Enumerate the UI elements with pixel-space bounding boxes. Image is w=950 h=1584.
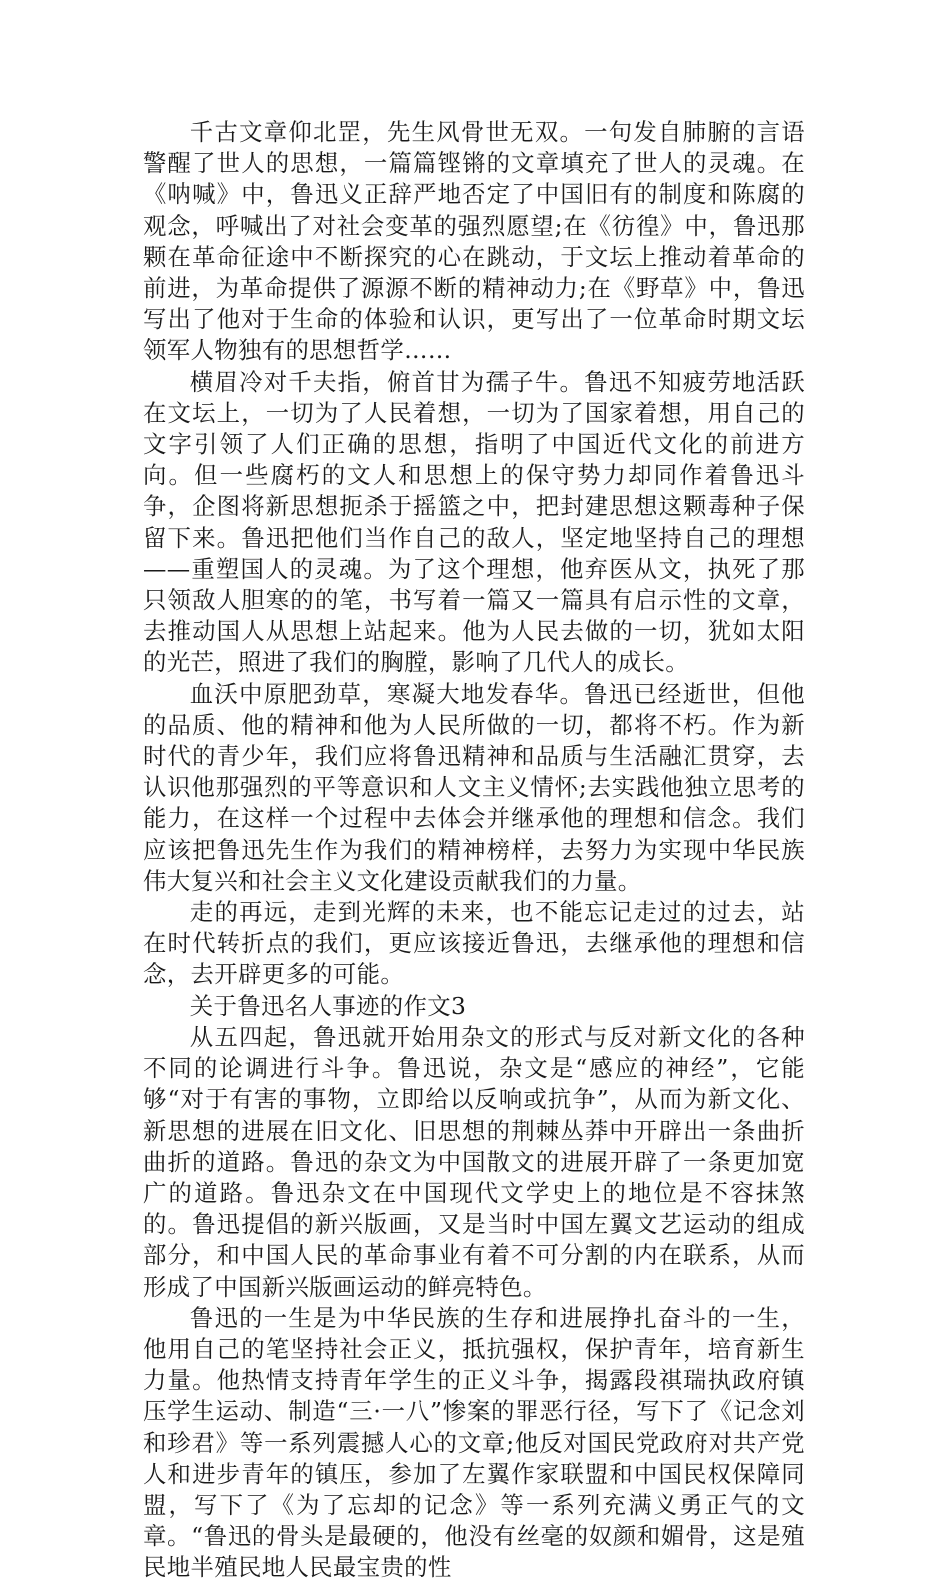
section-title: 关于鲁迅名人事迹的作文3 bbox=[189, 991, 467, 1020]
section-paragraph-2: 鲁迅的一生是为中华民族的生存和进展挣扎奋斗的一生，他用自己的笔坚持社会正义，抵抗强权，保护青年，培育新生力量。他热情支持青年学生的正义斗争，揭露段祺瑞执政府镇压学生运动、制造“三·一八”惨案的罪恶行径，写下了《记念刘和珍君》等一系列震撼人心的文章;他反对国民党政府对共产党人和进步青年的镇压，参加了左翼作家联盟和中国民权保障同盟，写下了《为了忘却的记念》等一系列充满义勇正气的文章。“鲁迅的骨头是最硬的，他没有丝毫的奴颜和媚骨，这是殖民地半殖民地人民最宝贵的性 bbox=[143, 1303, 805, 1582]
paragraph-2: 横眉冷对千夫指，俯首甘为孺子牛。鲁迅不知疲劳地活跃在文坛上，一切为了人民着想，一切为了国家着想，用自己的文字引领了人们正确的思想，指明了中国近代文化的前进方向。但一些腐朽的文人和思想上的保守势力却同作着鲁迅斗争，企图将新思想扼杀于摇篮之中，把封建思想这颗毒种子保留下来。鲁迅把他们当作自己的敌人，坚定地坚持自己的理想——重塑国人的灵魂。为了这个理想，他弃医从文，执死了那只领敌人胆寒的的笔，书写着一篇又一篇具有启示性的文章，去推动国人从思想上站起来。他为人民去做的一切，犹如太阳的光芒，照进了我们的胸膛，影响了几代人的成长。 bbox=[143, 367, 805, 677]
paragraph-3: 血沃中原肥劲草，寒凝大地发春华。鲁迅已经逝世，但他的品质、他的精神和他为人民所做的一切，都将不朽。作为新时代的青少年，我们应将鲁迅精神和品质与生活融汇贯穿，去认识他那强烈的平等意识和人文主义情怀;去实践他独立思考的能力，在这样一个过程中去体会并继承他的理想和信念。我们应该把鲁迅先生作为我们的精神榜样，去努力为实现中华民族伟大复兴和社会主义文化建设贡献我们的力量。 bbox=[143, 679, 805, 895]
section-paragraph-1: 从五四起，鲁迅就开始用杂文的形式与反对新文化的各种不同的论调进行斗争。鲁迅说，杂文是“感应的神经”，它能够“对于有害的事物，立即给以反响或抗争”，从而为新文化、新思想的进展在旧文化、旧思想的荆棘丛莽中开辟出一条曲折曲折的道路。鲁迅的杂文为中国散文的进展开辟了一条更加宽广的道路。鲁迅杂文在中国现代文学史上的地位是不容抹煞的。鲁迅提倡的新兴版画，又是当时中国左翼文艺运动的组成部分，和中国人民的革命事业有着不可分割的内在联系，从而形成了中国新兴版画运动的鲜亮特色。 bbox=[143, 1022, 805, 1301]
paragraph-1: 千古文章仰北罡，先生风骨世无双。一句发自肺腑的言语警醒了世人的思想，一篇篇铿锵的文章填充了世人的灵魂。在《呐喊》中，鲁迅义正辞严地否定了中国旧有的制度和陈腐的观念，呼喊出了对社会变革的强烈愿望;在《彷徨》中，鲁迅那颗在革命征途中不断探究的心在跳动，于文坛上推动着革命的前进，为革命提供了源源不断的精神动力;在《野草》中，鲁迅写出了他对于生命的体验和认识，更写出了一位革命时期文坛领军人物独有的思想哲学…… bbox=[143, 118, 805, 365]
paragraph-4: 走的再远，走到光辉的未来，也不能忘记走过的过去，站在时代转折点的我们，更应该接近鲁迅，去继承他的理想和信念，去开辟更多的可能。 bbox=[143, 898, 805, 989]
document-page bbox=[143, 117, 805, 1584]
